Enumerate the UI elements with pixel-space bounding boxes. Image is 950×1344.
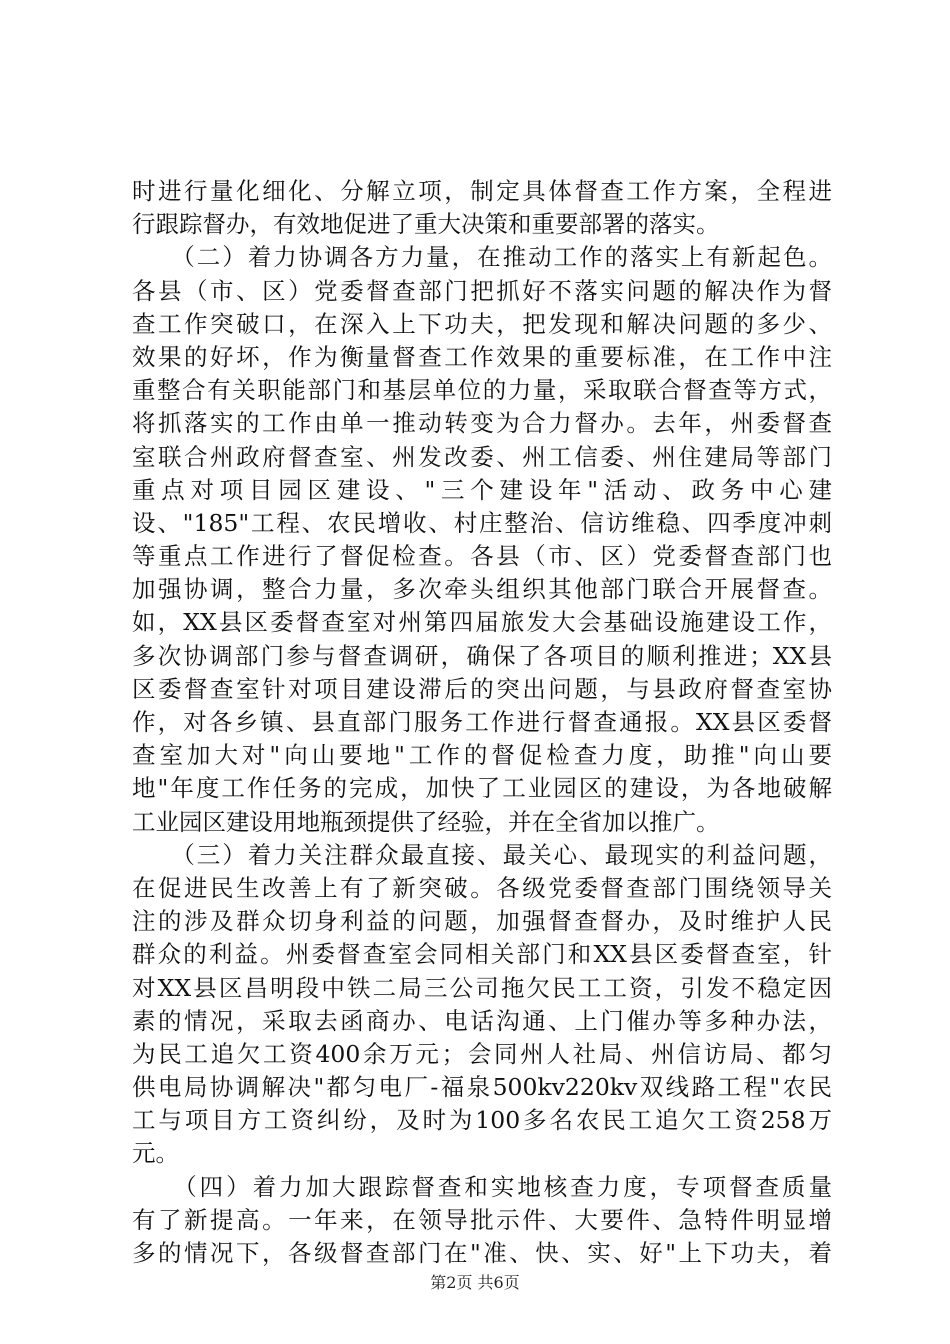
body-line: 等重点工作进行了督促检查。各县（市、区）党委督查部门也 [132, 542, 832, 571]
document-body [132, 175, 832, 1270]
body-line: 为民工追欠工资400余万元；会同州人社局、州信访局、都匀 [132, 1039, 832, 1068]
body-line: 室联合州政府督查室、州发改委、州工信委、州住建局等部门 [132, 442, 832, 471]
body-line: 作，对各乡镇、县直部门服务工作进行督查通报。XX县区委督 [132, 708, 832, 736]
body-line: 工业园区建设用地瓶颈提供了经验，并在全省加以推广。 [132, 807, 720, 836]
body-line: 注的涉及群众切身利益的问题，加强督查督办，及时维护人民 [132, 907, 832, 936]
body-line: 在促进民生改善上有了新突破。各级党委督查部门围绕领导关 [132, 873, 832, 902]
body-line: 查工作突破口，在深入上下功夫，把发现和解决问题的多少、 [132, 309, 832, 338]
body-line: 多的情况下，各级督查部门在"准、快、实、好"上下功夫，着 [132, 1239, 832, 1267]
body-line: 区委督查室针对项目建设滞后的突出问题，与县政府督查室协 [132, 674, 832, 703]
body-line: 重整合有关职能部门和基层单位的力量，采取联合督查等方式， [132, 376, 832, 405]
body-line: （二）着力协调各方力量，在推动工作的落实上有新起色。 [132, 243, 832, 272]
body-line: 设、"185"工程、农民增收、村庄整治、信访维稳、四季度冲刺 [132, 508, 832, 537]
body-line: 素的情况，采取去函商办、电话沟通、上门催办等多种办法， [132, 1006, 832, 1035]
body-line: 工与项目方工资纠纷，及时为100多名农民工追欠工资258万 [132, 1106, 832, 1135]
body-line: 对XX县区昌明段中铁二局三公司拖欠民工工资，引发不稳定因 [132, 973, 832, 1002]
body-line: 加强协调，整合力量，多次牵头组织其他部门联合开展督查。 [132, 575, 832, 604]
body-line: 查室加大对"向山要地"工作的督促检查力度，助推"向山要 [132, 741, 832, 770]
body-line: 群众的利益。州委督查室会同相关部门和XX县区委督查室，针 [132, 940, 832, 969]
body-line: 地"年度工作任务的完成，加快了工业园区的建设，为各地破解 [132, 774, 832, 803]
body-line: 各县（市、区）党委督查部门把抓好不落实问题的解决作为督 [132, 276, 832, 305]
body-line: 重点对项目园区建设、"三个建设年"活动、政务中心建 [132, 475, 832, 504]
body-line: 多次协调部门参与督查调研，确保了各项目的顺利推进；XX县 [132, 641, 832, 670]
body-line: （三）着力关注群众最直接、最关心、最现实的利益问题， [132, 840, 832, 869]
body-line: 元。 [132, 1139, 179, 1168]
page-footer: 第2页 共6页 [430, 1273, 520, 1292]
body-line: 效果的好坏，作为衡量督查工作效果的重要标准，在工作中注 [132, 342, 832, 371]
body-line: 时进行量化细化、分解立项，制定具体督查工作方案，全程进 [132, 177, 832, 205]
body-line: 如，XX县区委督查室对州第四届旅发大会基础设施建设工作， [132, 608, 832, 637]
body-line: 供电局协调解决"都匀电厂-福泉500kv220kv双线路工程"农民 [132, 1073, 832, 1102]
body-line: 有了新提高。一年来，在领导批示件、大要件、急特件明显增 [132, 1205, 832, 1234]
body-line: （四）着力加大跟踪督查和实地核查力度，专项督查质量 [132, 1172, 832, 1201]
body-line: 将抓落实的工作由单一推动转变为合力督办。去年，州委督查 [132, 409, 832, 438]
body-line: 行跟踪督办，有效地促进了重大决策和重要部署的落实。 [132, 210, 720, 239]
